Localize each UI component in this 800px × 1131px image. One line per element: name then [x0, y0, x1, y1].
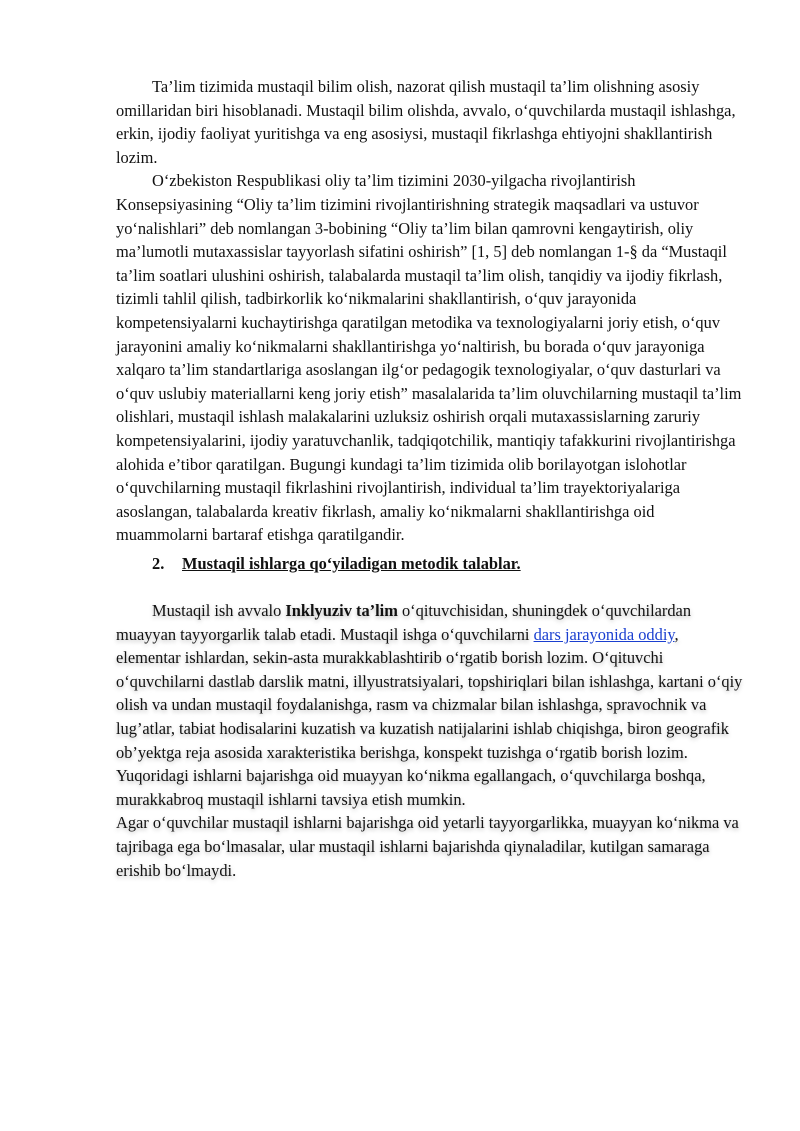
paragraph-text-part: Mustaqil ish avvalo: [152, 601, 286, 621]
paragraph-text-part: o‘qituvchisidan, shuningdek o‘quvchilardan muayyan tayyorgarlik talab etadi. Mustaqil ishga o‘quvchilarni: [116, 601, 692, 644]
section-heading: [116, 552, 746, 576]
section-title: Mustaqil ishlarga qo‘yiladigan metodik talablar.: [182, 553, 521, 573]
paragraph-intro: Ta’lim tizimida mustaqil bilim olish, nazorat qilish mustaqil ta’lim olishning asosiy omillaridan biri hisoblanadi. Mustaqil bilim olishda, avvalo, o‘quvchilarda mustaqil ishlashga, erkin, ijodiy faoliyat yuritishga va eng asosiysi, mustaqil fikrlashga ehtiyojni shakllantirish lozim.: [116, 77, 736, 167]
paragraph-independent-work: [116, 599, 746, 811]
section-number: 2.: [152, 553, 165, 573]
paragraph-conclusion: Agar o‘quvchilar mustaqil ishlarni bajarishga oid yetarli tayyorgarlikka, muayyan ko‘nikma va tajribaga ega bo‘lmasalar, ular mustaqil ishlarni bajarishda qiynaladilar, kutilgan samaraga erishib bo‘lmaydi.: [116, 813, 739, 880]
bold-term: Inklyuziv ta’lim: [285, 601, 398, 621]
paragraph-concept: O‘zbekiston Respublikasi oliy ta’lim tizimini 2030-yilgacha rivojlantirish Konsepsiyasining “Oliy ta’lim tizimini rivojlantirishning strategik maqsadlari va ustuvor yo‘nalishlari” deb nomlangan 3-bobining “Oliy ta’lim bilan qamrovni kengaytirish, oliy ma’lumotli mutaxassislar tayyorlash sifatini oshirish” [1, 5] deb nomlangan 1-§ da “Mustaqil ta’lim soatlari ulushini oshirish, talabalarda mustaqil ta’lim olish, tanqidiy va ijodiy fikrlash, tizimli tahlil qilish, tadbirkorlik ko‘nikmalarini shakllantirish, o‘quv jarayonida kompetensiyalarni kuchaytirishga qaratilgan metodika va texnologiyalarni joriy etish, o‘quv jarayonini amaliy ko‘nikmalarni shakllantirishga yo‘naltirish, bu borada o‘quv jarayoniga xalqaro ta’lim standartlariga asoslangan ilg‘or pedagogik texnologiyalar, o‘quv dasturlari va o‘quv uslubiy materiallarni keng joriy etish” masalalarida ta’lim oluvchilarning mustaqil ta’lim olishlari, mustaqil ishlash malakalarini uzluksiz oshirish orqali mutaxassislarning zaruriy kompetensiyalarini, ijodiy yaratuvchanlik, tadqiqotchilik, mantiqiy tafakkurini rivojlantirishga alohida e’tibor qaratilgan. Bugungi kundagi ta’lim tizimida olib borilayotgan islohotlar o‘quvchilarning mustaqil fikrlashini rivojlantirish, individual ta’lim trayektoriyalariga asoslangan, talabalarda kreativ fikrlash, amaliy ko‘nikmalarni shakllantirishga oid muammolarni bartaraf etishga qaratilgandir.: [116, 171, 742, 545]
hyperlink-dars-jarayonida[interactable]: dars jarayonida oddiy: [533, 624, 675, 644]
blank-line: [116, 575, 746, 599]
paragraph-text-part: , elementar ishlardan, sekin-asta murakkablashtirib o‘rgatib borish lozim. O‘qituvchi o‘quvchilarni dastlab darslik matni, illyustratsiyalari, topshiriqlari bilan ishlashga, kartani o‘qiy olish va undan mustaqil foydalanishga, rasm va chizmalar bilan ishlashga, spravochnik va lug’atlar, tabiat hodisalarini kuzatish va kuzatish natijalarini ishlab chiqishga, biron geografik ob’yektga reja asosida xarakteristika berishga, konspekt tuzishga o‘rgatib borish lozim. Yuqoridagi ishlarni bajarishga oid muayyan ko‘nikma egallangach, o‘quvchilarga boshqa, murakkabroq mustaqil ishlarni tavsiya etish mumkin.: [116, 624, 743, 809]
document-page: [116, 75, 746, 882]
